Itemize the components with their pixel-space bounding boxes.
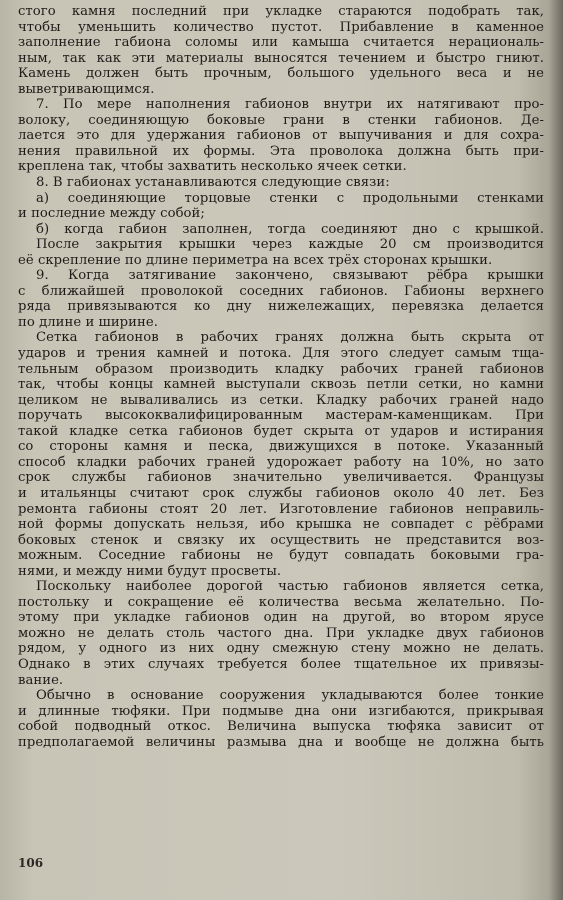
text-line: ной формы допускать нельзя, ибо крышка не совпадет с рёбрами: [18, 517, 544, 533]
text-line: способ кладки рабочих граней удорожает работу на 10%, но зато: [18, 454, 544, 470]
text-line: вание.: [18, 672, 64, 688]
text-line: этому при укладке габионов один на другой, во втором ярусе: [18, 610, 544, 626]
text-line: нения правильной их формы. Эта проволока должна быть при-: [18, 143, 544, 159]
text-line: можным. Соседние габионы не будут совпадать боковыми гра-: [18, 548, 544, 564]
text-line: Обычно в основание сооружения укладываются более тонкие: [36, 688, 544, 704]
text-line: Камень должен быть прочным, большого удельного веса и не: [18, 66, 544, 82]
text-line: нями, и между ними будут просветы.: [18, 563, 282, 579]
text-line: её скрепление по длине периметра на всех трёх сторонах крышки.: [18, 252, 493, 268]
text-line: ударов и трения камней и потока. Для этого следует самым тща-: [18, 346, 544, 362]
text-line: а) соединяющие торцовые стенки с продольными стенками: [36, 190, 544, 206]
text-line: с ближайшей проволокой соседних габионов. Габионы верхнего: [18, 283, 544, 299]
text-line: заполнение габиона соломы или камыша считается нерациональ-: [18, 35, 544, 51]
text-line: Однако в этих случаях требуется более тщательное их привязы-: [18, 656, 544, 672]
text-line: Сетка габионов в рабочих гранях должна быть скрыта от: [36, 330, 544, 346]
text-line: ремонта габионы стоят 20 лет. Изготовление габионов неправиль-: [18, 501, 544, 517]
text-line: срок службы габионов значительно увеличивается. Французы: [18, 470, 544, 486]
text-line: можно не делать столь частого дна. При укладке двух габионов: [18, 625, 544, 641]
body-text: [18, 4, 544, 750]
text-line: рядом, у одного из них одну смежную стену можно не делать.: [18, 641, 544, 657]
text-line: лается это для удержания габионов от выпучивания и для сохра-: [18, 128, 544, 144]
text-line: предполагаемой величины размыва дна и вообще не должна быть: [18, 734, 544, 750]
text-line: ряда привязываются ко дну нижележащих, перевязка делается: [18, 299, 544, 315]
text-line: поручать высококвалифицированным мастерам-каменщикам. При: [18, 408, 544, 424]
text-line: выветривающимся.: [18, 81, 155, 97]
text-line: и итальянцы считают срок службы габионов около 40 лет. Без: [18, 485, 544, 501]
text-line: постольку и сокращение её количества весьма желательно. По-: [18, 594, 544, 610]
text-line: так, чтобы концы камней выступали сквозь петли сетки, но камни: [18, 377, 544, 393]
text-line: Поскольку наиболее дорогой частью габионов является сетка,: [36, 579, 544, 595]
text-line: б) когда габион заполнен, тогда соединяют дно с крышкой.: [36, 221, 544, 237]
text-line: и длинные тюфяки. При подмыве дна они изгибаются, прикрывая: [18, 703, 544, 719]
text-line: 7. По мере наполнения габионов внутри их натягивают про-: [36, 97, 544, 113]
text-line: После закрытия крышки через каждые 20 см производится: [36, 237, 544, 253]
text-line: по длине и ширине.: [18, 314, 158, 330]
text-line: со стороны камня и песка, движущихся в потоке. Указанный: [18, 439, 544, 455]
text-line: собой подводный откос. Величина выпуска тюфяка зависит от: [18, 719, 544, 735]
text-line: целиком не вываливались из сетки. Кладку рабочих граней надо: [18, 392, 544, 408]
text-line: стого камня последний при укладке стараются подобрать так,: [18, 4, 544, 19]
text-line: боковых стенок и связку их осуществить не представится воз-: [18, 532, 544, 548]
text-line: и последние между собой;: [18, 206, 205, 222]
page-number: 106: [18, 856, 44, 870]
text-line: 9. Когда затягивание закончено, связывают рёбра крышки: [36, 268, 544, 284]
text-line: 8. В габионах устанавливаются следующие связи:: [36, 175, 390, 191]
text-line: чтобы уменьшить количество пустот. Прибавление в каменное: [18, 19, 544, 35]
text-line: креплена так, чтобы захватить несколько ячеек сетки.: [18, 159, 407, 175]
text-line: тельным образом производить кладку рабочих граней габионов: [18, 361, 544, 377]
text-line: такой кладке сетка габионов будет скрыта от ударов и истирания: [18, 423, 544, 439]
text-line: ным, так как эти материалы выносятся течением и быстро гниют.: [18, 50, 544, 66]
text-line: волоку, соединяющую боковые грани в стенки габионов. Де-: [18, 112, 544, 128]
